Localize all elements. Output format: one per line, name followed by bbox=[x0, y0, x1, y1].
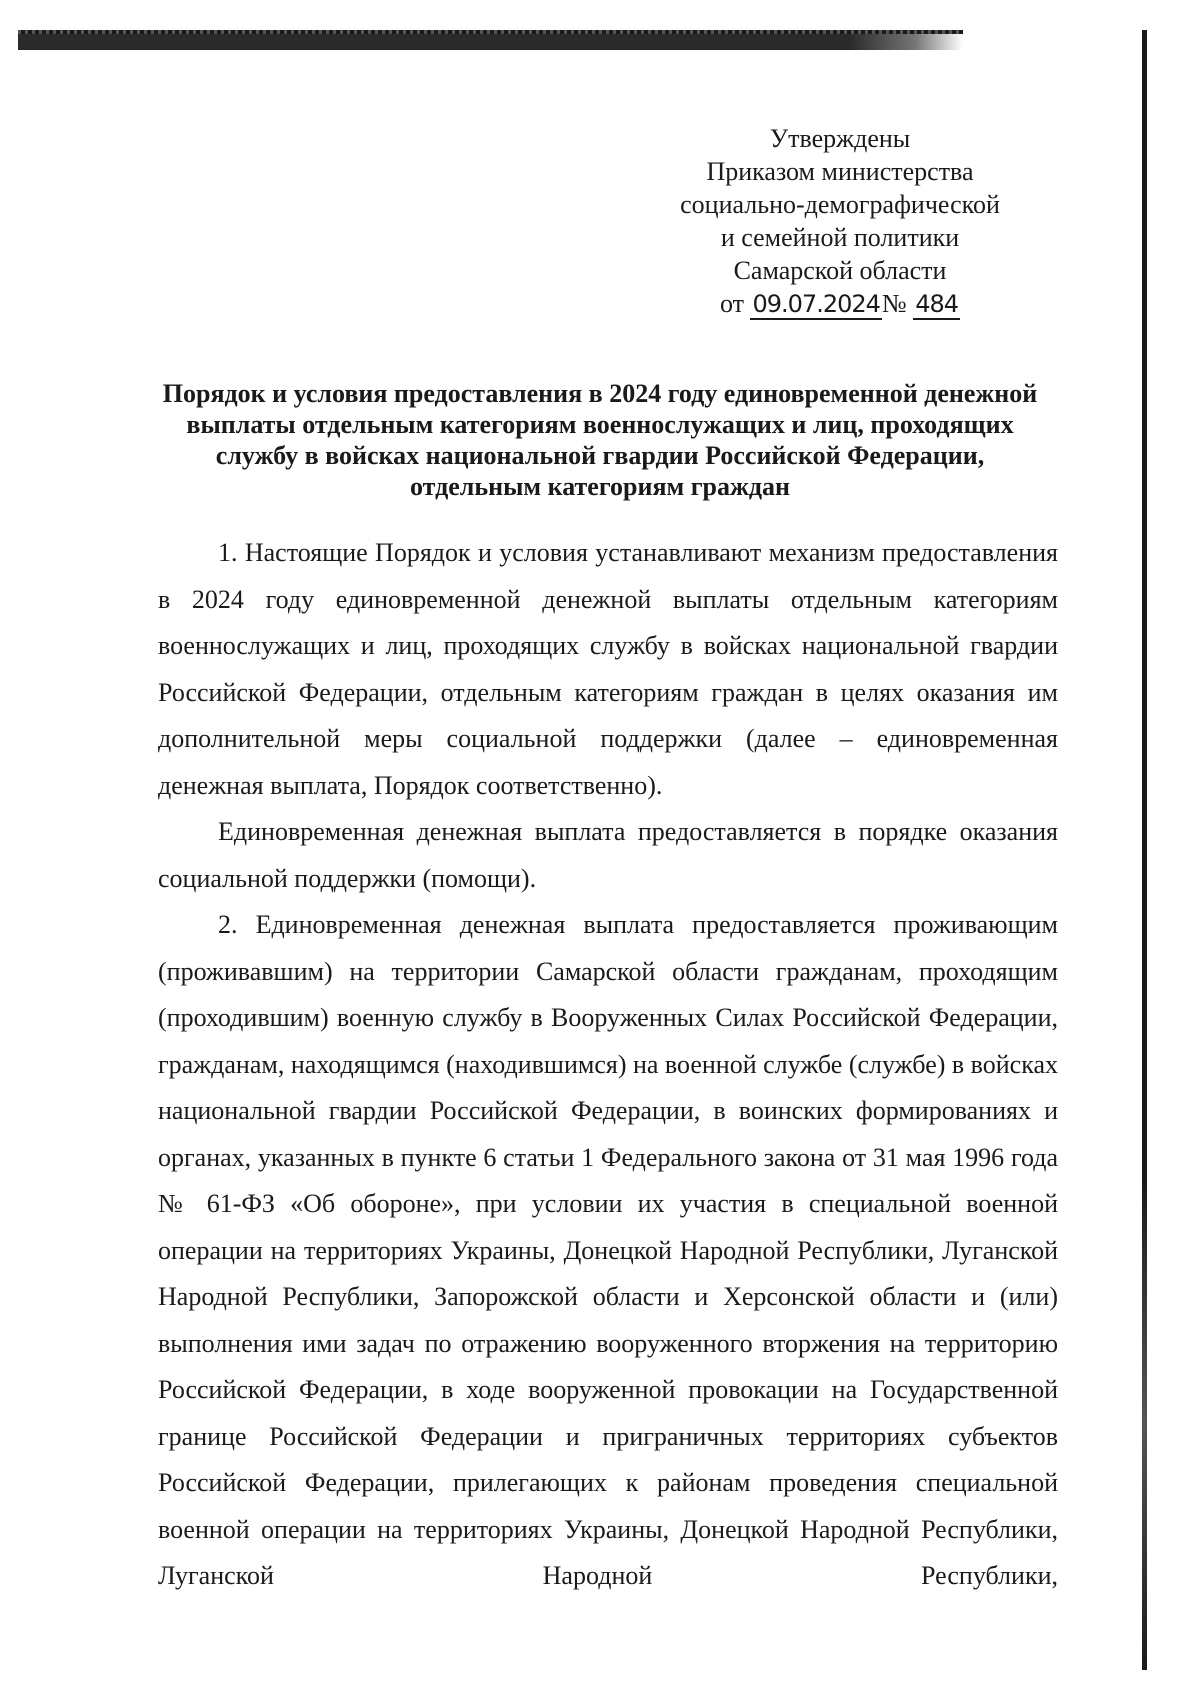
paragraph-3: 2. Единовременная денежная выплата предоставляется проживающим (проживавшим) на территории Самарской области гражданам, проходящим (проходившим) военную службу в Вооруженных Силах Российской Федерации, гражданам, находящимся (находившимся) на военной службе (службе) в войсках национальной гвардии Российской Федерации, в воинских формированиях и органах, указанных в пункте 6 статьи 1 Федерального закона от 31 мая 1996 года № 61-ФЗ «Об обороне», при условии их участия в специальной военной операции на территориях Украины, Донецкой Народной Республики, Луганской Народной Республики, Запорожской области и Херсонской области и (или) выполнения ими задач по отражению вооруженного вторжения на территорию Российской Федерации, в ходе вооруженной провокации на Государственной границе Российской Федерации и приграничных территориях субъектов Российской Федерации, прилегающих к районам проведения специальной военной операции на территориях Украины, Донецкой Народной Республики, Луганской Народной Республики, bbox=[158, 910, 1058, 1590]
approval-line: Утверждены bbox=[769, 124, 911, 153]
approval-block bbox=[650, 122, 1030, 321]
number-sign: № bbox=[881, 289, 907, 318]
approval-line: Самарской области bbox=[733, 256, 947, 285]
date-prefix: от bbox=[719, 289, 744, 318]
approval-line: социально-демографической bbox=[680, 190, 1000, 219]
title-line: отдельным категориям граждан bbox=[410, 472, 790, 501]
approval-date-line bbox=[650, 287, 1030, 321]
scan-edge-top bbox=[18, 30, 963, 50]
title-line: выплаты отдельным категориям военнослужащих и лиц, проходящих bbox=[186, 410, 1014, 439]
paragraph-2: Единовременная денежная выплата предоставляется в порядке оказания социальной поддержки (помощи). bbox=[158, 817, 1058, 893]
title-line: службу в войсках национальной гвардии Российской Федерации, bbox=[215, 441, 985, 470]
document-body bbox=[158, 530, 1058, 1600]
approval-number: 484 bbox=[915, 290, 959, 318]
approval-line: Приказом министерства bbox=[706, 157, 974, 186]
approval-date: 09.07.2024 bbox=[752, 290, 880, 318]
approval-line: и семейной политики bbox=[720, 223, 960, 252]
paragraph-1: 1. Настоящие Порядок и условия устанавливают механизм предоставления в 2024 году единовременной денежной выплаты отдельным категориям военнослужащих и лиц, проходящих службу в войсках национальной гвардии Российской Федерации, отдельным категориям граждан в целях оказания им дополнительной меры социальной поддержки (далее – единовременная денежная выплата, Порядок соответственно). bbox=[158, 538, 1058, 800]
scan-edge-right bbox=[1142, 30, 1147, 1670]
title-line: Порядок и условия предоставления в 2024 году единовременной денежной bbox=[162, 379, 1038, 408]
document-title bbox=[130, 378, 1070, 502]
